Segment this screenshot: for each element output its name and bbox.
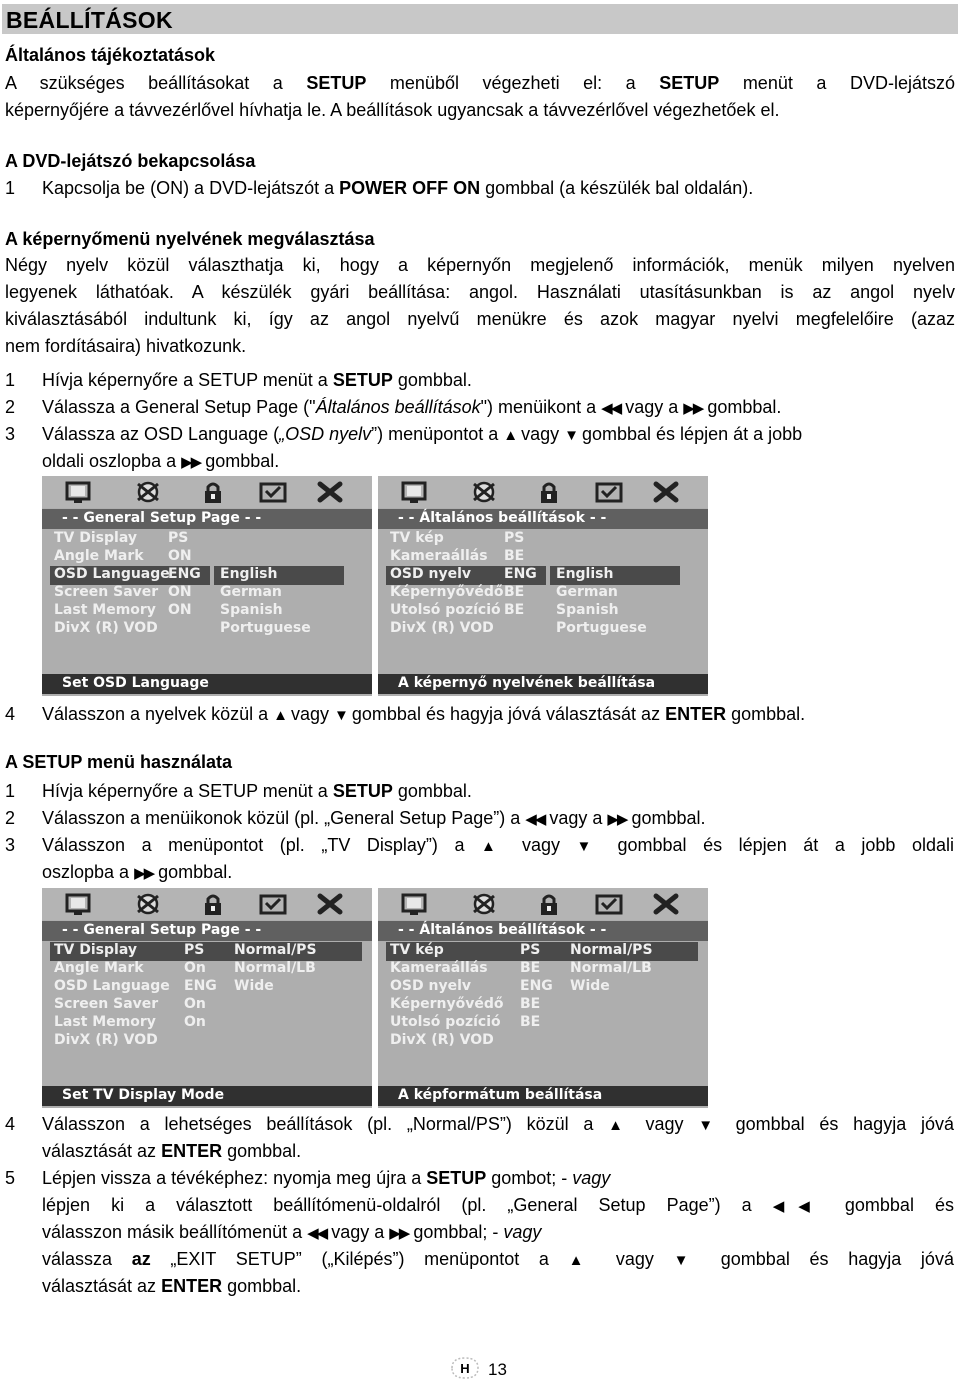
step-number: 4 bbox=[5, 704, 16, 724]
rewind-icon: ◀◀ bbox=[601, 400, 621, 417]
osd-menu-option: English bbox=[220, 566, 278, 582]
page-number: 13 bbox=[488, 1360, 507, 1379]
rewind-icon: ◀◀ bbox=[772, 1198, 824, 1215]
osd-status-bar bbox=[378, 674, 708, 694]
osd-menu-label: DivX (R) VOD bbox=[390, 620, 494, 636]
lang-step-3-line-2: oldali oszlopba a ▶▶ gombbal. bbox=[42, 451, 280, 471]
setup-step-5-line-5: választását az ENTER gombbal. bbox=[42, 1276, 302, 1296]
lang-step-4: Válasszon a nyelvek közül a ▲ vagy ▼ gombbal és hagyja jóvá választását az ENTER gombbal. bbox=[42, 704, 806, 724]
preference-icon bbox=[593, 892, 625, 916]
osd-menu-value: BE bbox=[520, 960, 541, 976]
audio-setup-icon bbox=[132, 480, 164, 504]
osd-menu-value: ON bbox=[168, 548, 192, 564]
lang-para-line-3: kiválasztásából indultunk ki, így az angol nyelvű menükre és azok magyar nyelvi megfelelőire (azaz bbox=[5, 309, 955, 329]
lang-step-3: Válassza az OSD Language („OSD nyelv”) menüpontot a ▲ vagy ▼ gombbal és lépjen át a jobb bbox=[42, 424, 803, 444]
step-number: 3 bbox=[5, 835, 16, 855]
osd-icon-bar bbox=[42, 476, 372, 508]
osd-menu-value: PS bbox=[520, 942, 541, 958]
osd-menu-option: Spanish bbox=[220, 602, 283, 618]
lock-icon bbox=[197, 892, 229, 916]
osd-menu-label: TV Display bbox=[54, 530, 137, 546]
osd-menu-value: PS bbox=[504, 530, 525, 546]
osd-title: - - General Setup Page - - bbox=[62, 922, 262, 938]
osd-screenshot-general-setup-english bbox=[42, 476, 372, 696]
setup-step-5-line-4: válassza az „EXIT SETUP” („Kilépés”) menüpontot a ▲ vagy ▼ gombbal és hagyja jóvá bbox=[42, 1249, 954, 1269]
osd-menu-value: BE bbox=[504, 548, 525, 564]
osd-icon-bar bbox=[42, 888, 372, 920]
step-number: 2 bbox=[5, 397, 16, 417]
up-arrow-icon: ▲ bbox=[273, 707, 286, 724]
osd-title: - - General Setup Page - - bbox=[62, 510, 262, 526]
section-heading-setup: A SETUP menü használata bbox=[5, 752, 233, 772]
osd-menu-label: Utolsó pozíció bbox=[390, 1014, 501, 1030]
osd-menu-value: PS bbox=[184, 942, 205, 958]
up-arrow-icon: ▲ bbox=[503, 427, 517, 444]
osd-title-bar bbox=[378, 921, 708, 941]
audio-setup-icon bbox=[468, 480, 500, 504]
up-arrow-icon: ▲ bbox=[481, 838, 506, 855]
lang-step-1: Hívja képernyőre a SETUP menüt a SETUP gombbal. bbox=[42, 370, 472, 390]
fast-forward-icon: ▶▶ bbox=[181, 454, 201, 471]
osd-status-bar bbox=[42, 1086, 372, 1106]
osd-status-text: A képernyő nyelvének beállítása bbox=[398, 675, 656, 691]
down-arrow-icon: ▼ bbox=[673, 1252, 702, 1269]
osd-menu-label: Angle Mark bbox=[54, 548, 144, 564]
osd-menu-label: Kameraállás bbox=[390, 548, 488, 564]
osd-menu-label: OSD Language bbox=[54, 978, 170, 994]
preference-icon bbox=[593, 480, 625, 504]
preference-icon bbox=[257, 892, 289, 916]
setup-step-2: Válasszon a menüikonok közül (pl. „General Setup Page”) a ◀◀ vagy a ▶▶ gombbal. bbox=[42, 808, 706, 828]
setup-step-3-line-2: oszlopba a ▶▶ gombbal. bbox=[42, 862, 233, 882]
setup-step-4-line-2: választását az ENTER gombbal. bbox=[42, 1141, 302, 1161]
section-heading-general: Általános tájékoztatások bbox=[5, 45, 216, 65]
fast-forward-icon: ▶▶ bbox=[607, 811, 627, 828]
osd-status-bar bbox=[378, 1086, 708, 1106]
step-number: 3 bbox=[5, 424, 16, 444]
exit-icon bbox=[650, 892, 682, 916]
rewind-icon: ◀◀ bbox=[307, 1225, 327, 1242]
section-heading-language: A képernyőmenü nyelvének megválasztása bbox=[5, 229, 375, 249]
osd-menu-option: Normal/PS bbox=[570, 942, 653, 958]
hungary-language-badge-icon bbox=[450, 1356, 480, 1380]
osd-title-bar bbox=[378, 509, 708, 529]
osd-menu-label: Screen Saver bbox=[54, 996, 159, 1012]
osd-menu-label: DivX (R) VOD bbox=[54, 620, 158, 636]
exit-icon bbox=[650, 480, 682, 504]
osd-menu-value: On bbox=[184, 960, 206, 976]
audio-setup-icon bbox=[132, 892, 164, 916]
osd-menu-option: Spanish bbox=[556, 602, 619, 618]
lang-step-2: Válassza a General Setup Page ("Általános beállítások") menüikont a ◀◀ vagy a ▶▶ gombbal. bbox=[42, 397, 782, 417]
osd-menu-option: Wide bbox=[234, 978, 274, 994]
osd-status-text: A képformátum beállítása bbox=[398, 1087, 603, 1103]
osd-menu-option: Portuguese bbox=[556, 620, 647, 636]
osd-status-text: Set TV Display Mode bbox=[62, 1087, 225, 1103]
osd-menu-label: OSD nyelv bbox=[390, 566, 471, 582]
up-arrow-icon: ▲ bbox=[568, 1252, 597, 1269]
osd-title: - - Általános beállítások - - bbox=[398, 922, 607, 938]
fast-forward-icon: ▶▶ bbox=[683, 400, 703, 417]
lock-icon bbox=[197, 480, 229, 504]
osd-menu-label: Last Memory bbox=[54, 1014, 156, 1030]
osd-menu-value: BE bbox=[520, 996, 541, 1012]
osd-menu-value: ENG bbox=[504, 566, 537, 582]
osd-menu-label: DivX (R) VOD bbox=[390, 1032, 494, 1048]
lock-icon bbox=[533, 892, 565, 916]
fast-forward-icon: ▶▶ bbox=[389, 1225, 409, 1242]
setup-step-5-line-2: lépjen ki a választott beállítómenü-oldalról (pl. „General Setup Page”) a ◀◀ gombbal és bbox=[42, 1195, 954, 1215]
page-header bbox=[2, 4, 958, 34]
osd-menu-option: Normal/LB bbox=[234, 960, 316, 976]
osd-menu-option: German bbox=[220, 584, 282, 600]
osd-menu-option: Normal/LB bbox=[570, 960, 652, 976]
down-arrow-icon: ▼ bbox=[698, 1117, 721, 1134]
setup-step-5: Lépjen vissza a tévéképhez: nyomja meg újra a SETUP gombot; - vagy bbox=[42, 1168, 611, 1188]
down-arrow-icon: ▼ bbox=[576, 838, 601, 855]
osd-menu-option: Normal/PS bbox=[234, 942, 317, 958]
step-number: 5 bbox=[5, 1168, 16, 1188]
osd-menu-label: DivX (R) VOD bbox=[54, 1032, 158, 1048]
osd-menu-label: Kameraállás bbox=[390, 960, 488, 976]
general-line-1: A szükséges beállításokat a SETUP menüből végezheti el: a SETUP menüt a DVD-lejátszó bbox=[5, 73, 955, 93]
osd-screenshot-tv-display-english bbox=[42, 888, 372, 1108]
osd-menu-label: TV Display bbox=[54, 942, 137, 958]
osd-menu-label: TV kép bbox=[390, 942, 444, 958]
osd-menu-value: PS bbox=[168, 530, 189, 546]
osd-menu-value: BE bbox=[504, 584, 525, 600]
osd-title: - - Általános beállítások - - bbox=[398, 510, 607, 526]
osd-menu-value: ON bbox=[168, 584, 192, 600]
osd-title-bar bbox=[42, 509, 372, 529]
osd-menu-option: Wide bbox=[570, 978, 610, 994]
general-line-2: képernyőjére a távvezérlővel hívhatja le. A beállítások ugyancsak a távvezérlővel végezhetőek el. bbox=[5, 100, 780, 120]
rewind-icon: ◀◀ bbox=[525, 811, 545, 828]
osd-status-text: Set OSD Language bbox=[62, 675, 209, 691]
osd-menu-label: Képernyővédő bbox=[390, 584, 504, 600]
setup-step-1: Hívja képernyőre a SETUP menüt a SETUP gombbal. bbox=[42, 781, 472, 801]
osd-menu-label: Angle Mark bbox=[54, 960, 144, 976]
exit-icon bbox=[314, 892, 346, 916]
tv-setup-icon bbox=[62, 480, 94, 504]
osd-menu-value: BE bbox=[504, 602, 525, 618]
tv-setup-icon bbox=[62, 892, 94, 916]
power-step-text: Kapcsolja be (ON) a DVD-lejátszót a POWER OFF ON gombbal (a készülék bal oldalán). bbox=[42, 178, 754, 198]
osd-menu-label: Utolsó pozíció bbox=[390, 602, 501, 618]
osd-icon-bar bbox=[378, 888, 708, 920]
step-number: 4 bbox=[5, 1114, 16, 1134]
osd-icon-bar bbox=[378, 476, 708, 508]
osd-menu-value: ON bbox=[168, 602, 192, 618]
preference-icon bbox=[257, 480, 289, 504]
down-arrow-icon: ▼ bbox=[564, 427, 577, 444]
osd-screenshot-tv-display-hungarian bbox=[378, 888, 708, 1108]
osd-menu-value: ENG bbox=[184, 978, 217, 994]
osd-title-bar bbox=[42, 921, 372, 941]
fast-forward-icon: ▶▶ bbox=[134, 865, 154, 882]
up-arrow-icon: ▲ bbox=[608, 1117, 631, 1134]
lang-para-line-4: nem fordításaira) hivatkozunk. bbox=[5, 336, 247, 356]
osd-menu-label: TV kép bbox=[390, 530, 444, 546]
lang-para-line-2: legyenek láthatóak. A készülék gyári beállítása: angol. Használati utasításunkban is az angol nyelv bbox=[5, 282, 955, 302]
setup-step-3: Válasszon a menüpontot (pl. „TV Display”) a ▲ vagy ▼ gombbal és lépjen át a jobb oldali bbox=[42, 835, 954, 855]
down-arrow-icon: ▼ bbox=[334, 707, 347, 724]
step-number: 1 bbox=[5, 781, 16, 801]
osd-menu-value: ENG bbox=[168, 566, 201, 582]
exit-icon bbox=[314, 480, 346, 504]
osd-menu-option: German bbox=[556, 584, 618, 600]
osd-menu-option: English bbox=[556, 566, 614, 582]
osd-status-bar bbox=[42, 674, 372, 694]
section-heading-power: A DVD-lejátszó bekapcsolása bbox=[5, 151, 256, 171]
setup-step-5-line-3: válasszon másik beállítómenüt a ◀◀ vagy a ▶▶ gombbal; - vagy bbox=[42, 1222, 542, 1242]
step-number: 2 bbox=[5, 808, 16, 828]
osd-menu-label: Screen Saver bbox=[54, 584, 159, 600]
osd-menu-value: ENG bbox=[520, 978, 553, 994]
lock-icon bbox=[533, 480, 565, 504]
osd-menu-label: Last Memory bbox=[54, 602, 156, 618]
step-number: 1 bbox=[5, 370, 16, 390]
tv-setup-icon bbox=[398, 480, 430, 504]
audio-setup-icon bbox=[468, 892, 500, 916]
osd-menu-value: On bbox=[184, 996, 206, 1012]
osd-menu-label: OSD Language bbox=[54, 566, 170, 582]
lang-para-line-1: Négy nyelv közül választhatja ki, hogy a képernyőn megjelenő információk, menük milyen nyelven bbox=[5, 255, 955, 275]
osd-menu-label: Képernyővédő bbox=[390, 996, 504, 1012]
osd-menu-value: On bbox=[184, 1014, 206, 1030]
tv-setup-icon bbox=[398, 892, 430, 916]
osd-menu-label: OSD nyelv bbox=[390, 978, 471, 994]
language-badge-letter: H bbox=[460, 1361, 470, 1376]
osd-screenshot-general-setup-hungarian bbox=[378, 476, 708, 696]
osd-menu-option: Portuguese bbox=[220, 620, 311, 636]
page-title: BEÁLLÍTÁSOK bbox=[6, 7, 173, 33]
osd-menu-value: BE bbox=[520, 1014, 541, 1030]
page-footer bbox=[450, 1354, 530, 1382]
step-number: 1 bbox=[5, 178, 16, 198]
setup-step-4: Válasszon a lehetséges beállítások (pl. „Normal/PS”) közül a ▲ vagy ▼ gombbal és hagyja jóvá bbox=[42, 1114, 954, 1134]
